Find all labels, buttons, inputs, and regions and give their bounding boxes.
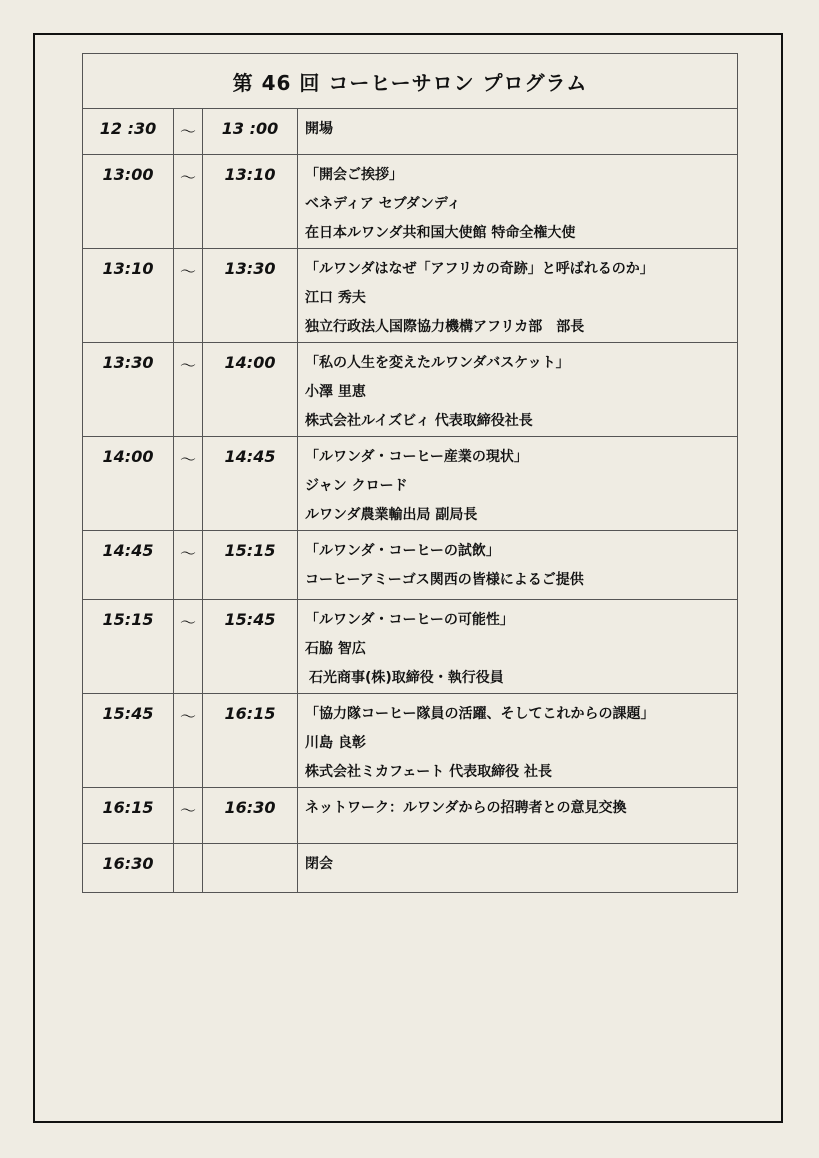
- end-time: 15:45: [203, 600, 298, 694]
- session-info-line: ルワンダ農業輸出局 副局長: [305, 507, 478, 523]
- session-topic: 「ルワンダはなぜ「アフリカの奇跡」と呼ばれるのか」: [305, 261, 654, 277]
- session-info-line: 石光商事(株)取締役・執行役員: [309, 670, 504, 686]
- session-topic: ネットワーク：ルワンダからの招聘者との意見交換: [305, 800, 627, 816]
- session-topic: 「開会ご挨拶」: [305, 167, 403, 183]
- program-table: [82, 53, 738, 893]
- session-detail: [298, 694, 738, 788]
- end-time: 16:30: [203, 788, 298, 844]
- end-time: 13:30: [203, 249, 298, 343]
- time-separator: ～: [174, 694, 203, 788]
- session-topic: 「ルワンダ・コーヒーの試飲」: [305, 543, 500, 559]
- session-detail: [298, 249, 738, 343]
- end-time: 16:15: [203, 694, 298, 788]
- session-detail: [298, 155, 738, 249]
- time-separator: ～: [174, 788, 203, 844]
- start-time: 14:00: [83, 437, 174, 531]
- end-time: [203, 844, 298, 893]
- end-time: 13 :00: [203, 109, 298, 155]
- schedule-row: [83, 844, 738, 893]
- schedule-row: [83, 249, 738, 343]
- title-row: [83, 54, 738, 109]
- session-detail: [298, 531, 738, 600]
- program-title: 第 46 回 コーヒーサロン プログラム: [83, 54, 738, 109]
- schedule-row: [83, 600, 738, 694]
- session-info-line: コーヒーアミーゴス関西の皆様によるご提供: [305, 572, 584, 588]
- time-separator: ～: [174, 600, 203, 694]
- session-detail: [298, 437, 738, 531]
- session-info-line: ベネディア セブダンディ: [305, 196, 461, 212]
- start-time: 16:15: [83, 788, 174, 844]
- time-separator: ～: [174, 437, 203, 531]
- start-time: 13:30: [83, 343, 174, 437]
- start-time: 14:45: [83, 531, 174, 600]
- session-info-line: 独立行政法人国際協力機構アフリカ部 部長: [305, 319, 585, 335]
- session-detail: [298, 844, 738, 893]
- session-detail: [298, 788, 738, 844]
- schedule-row: [83, 343, 738, 437]
- time-separator: ～: [174, 155, 203, 249]
- session-topic: 「協力隊コーヒー隊員の活躍、そしてこれからの課題」: [305, 706, 655, 722]
- time-separator: ～: [174, 531, 203, 600]
- schedule-row: [83, 437, 738, 531]
- start-time: 12 :30: [83, 109, 174, 155]
- end-time: 14:00: [203, 343, 298, 437]
- schedule-row: [83, 155, 738, 249]
- session-info-line: 石脇 智広: [305, 641, 366, 657]
- session-detail: [298, 109, 738, 155]
- time-separator: ～: [174, 109, 203, 155]
- schedule-row: [83, 788, 738, 844]
- time-separator: ～: [174, 343, 203, 437]
- session-detail: [298, 343, 738, 437]
- session-topic: 「ルワンダ・コーヒー産業の現状」: [305, 449, 528, 465]
- time-separator: [174, 844, 203, 893]
- start-time: 15:15: [83, 600, 174, 694]
- start-time: 13:00: [83, 155, 174, 249]
- session-info-line: 株式会社ミカフェート 代表取締役 社長: [305, 764, 553, 780]
- start-time: 16:30: [83, 844, 174, 893]
- session-topic: 開場: [305, 121, 333, 137]
- session-topic: 「ルワンダ・コーヒーの可能性」: [305, 612, 514, 628]
- schedule-row: [83, 531, 738, 600]
- end-time: 15:15: [203, 531, 298, 600]
- session-info-line: 株式会社ルイズビィ 代表取締役社長: [305, 413, 533, 429]
- start-time: 15:45: [83, 694, 174, 788]
- session-info-line: 小澤 里恵: [305, 384, 366, 400]
- session-info-line: ジャン クロード: [305, 478, 408, 494]
- session-info-line: 江口 秀夫: [305, 290, 366, 306]
- start-time: 13:10: [83, 249, 174, 343]
- session-info-line: 川島 良彰: [305, 735, 366, 751]
- schedule-row: [83, 109, 738, 155]
- end-time: 14:45: [203, 437, 298, 531]
- session-topic: 閉会: [305, 856, 333, 872]
- session-detail: [298, 600, 738, 694]
- session-topic: 「私の人生を変えたルワンダバスケット」: [305, 355, 570, 371]
- time-separator: ～: [174, 249, 203, 343]
- session-info-line: 在日本ルワンダ共和国大使館 特命全権大使: [305, 225, 576, 241]
- end-time: 13:10: [203, 155, 298, 249]
- schedule-row: [83, 694, 738, 788]
